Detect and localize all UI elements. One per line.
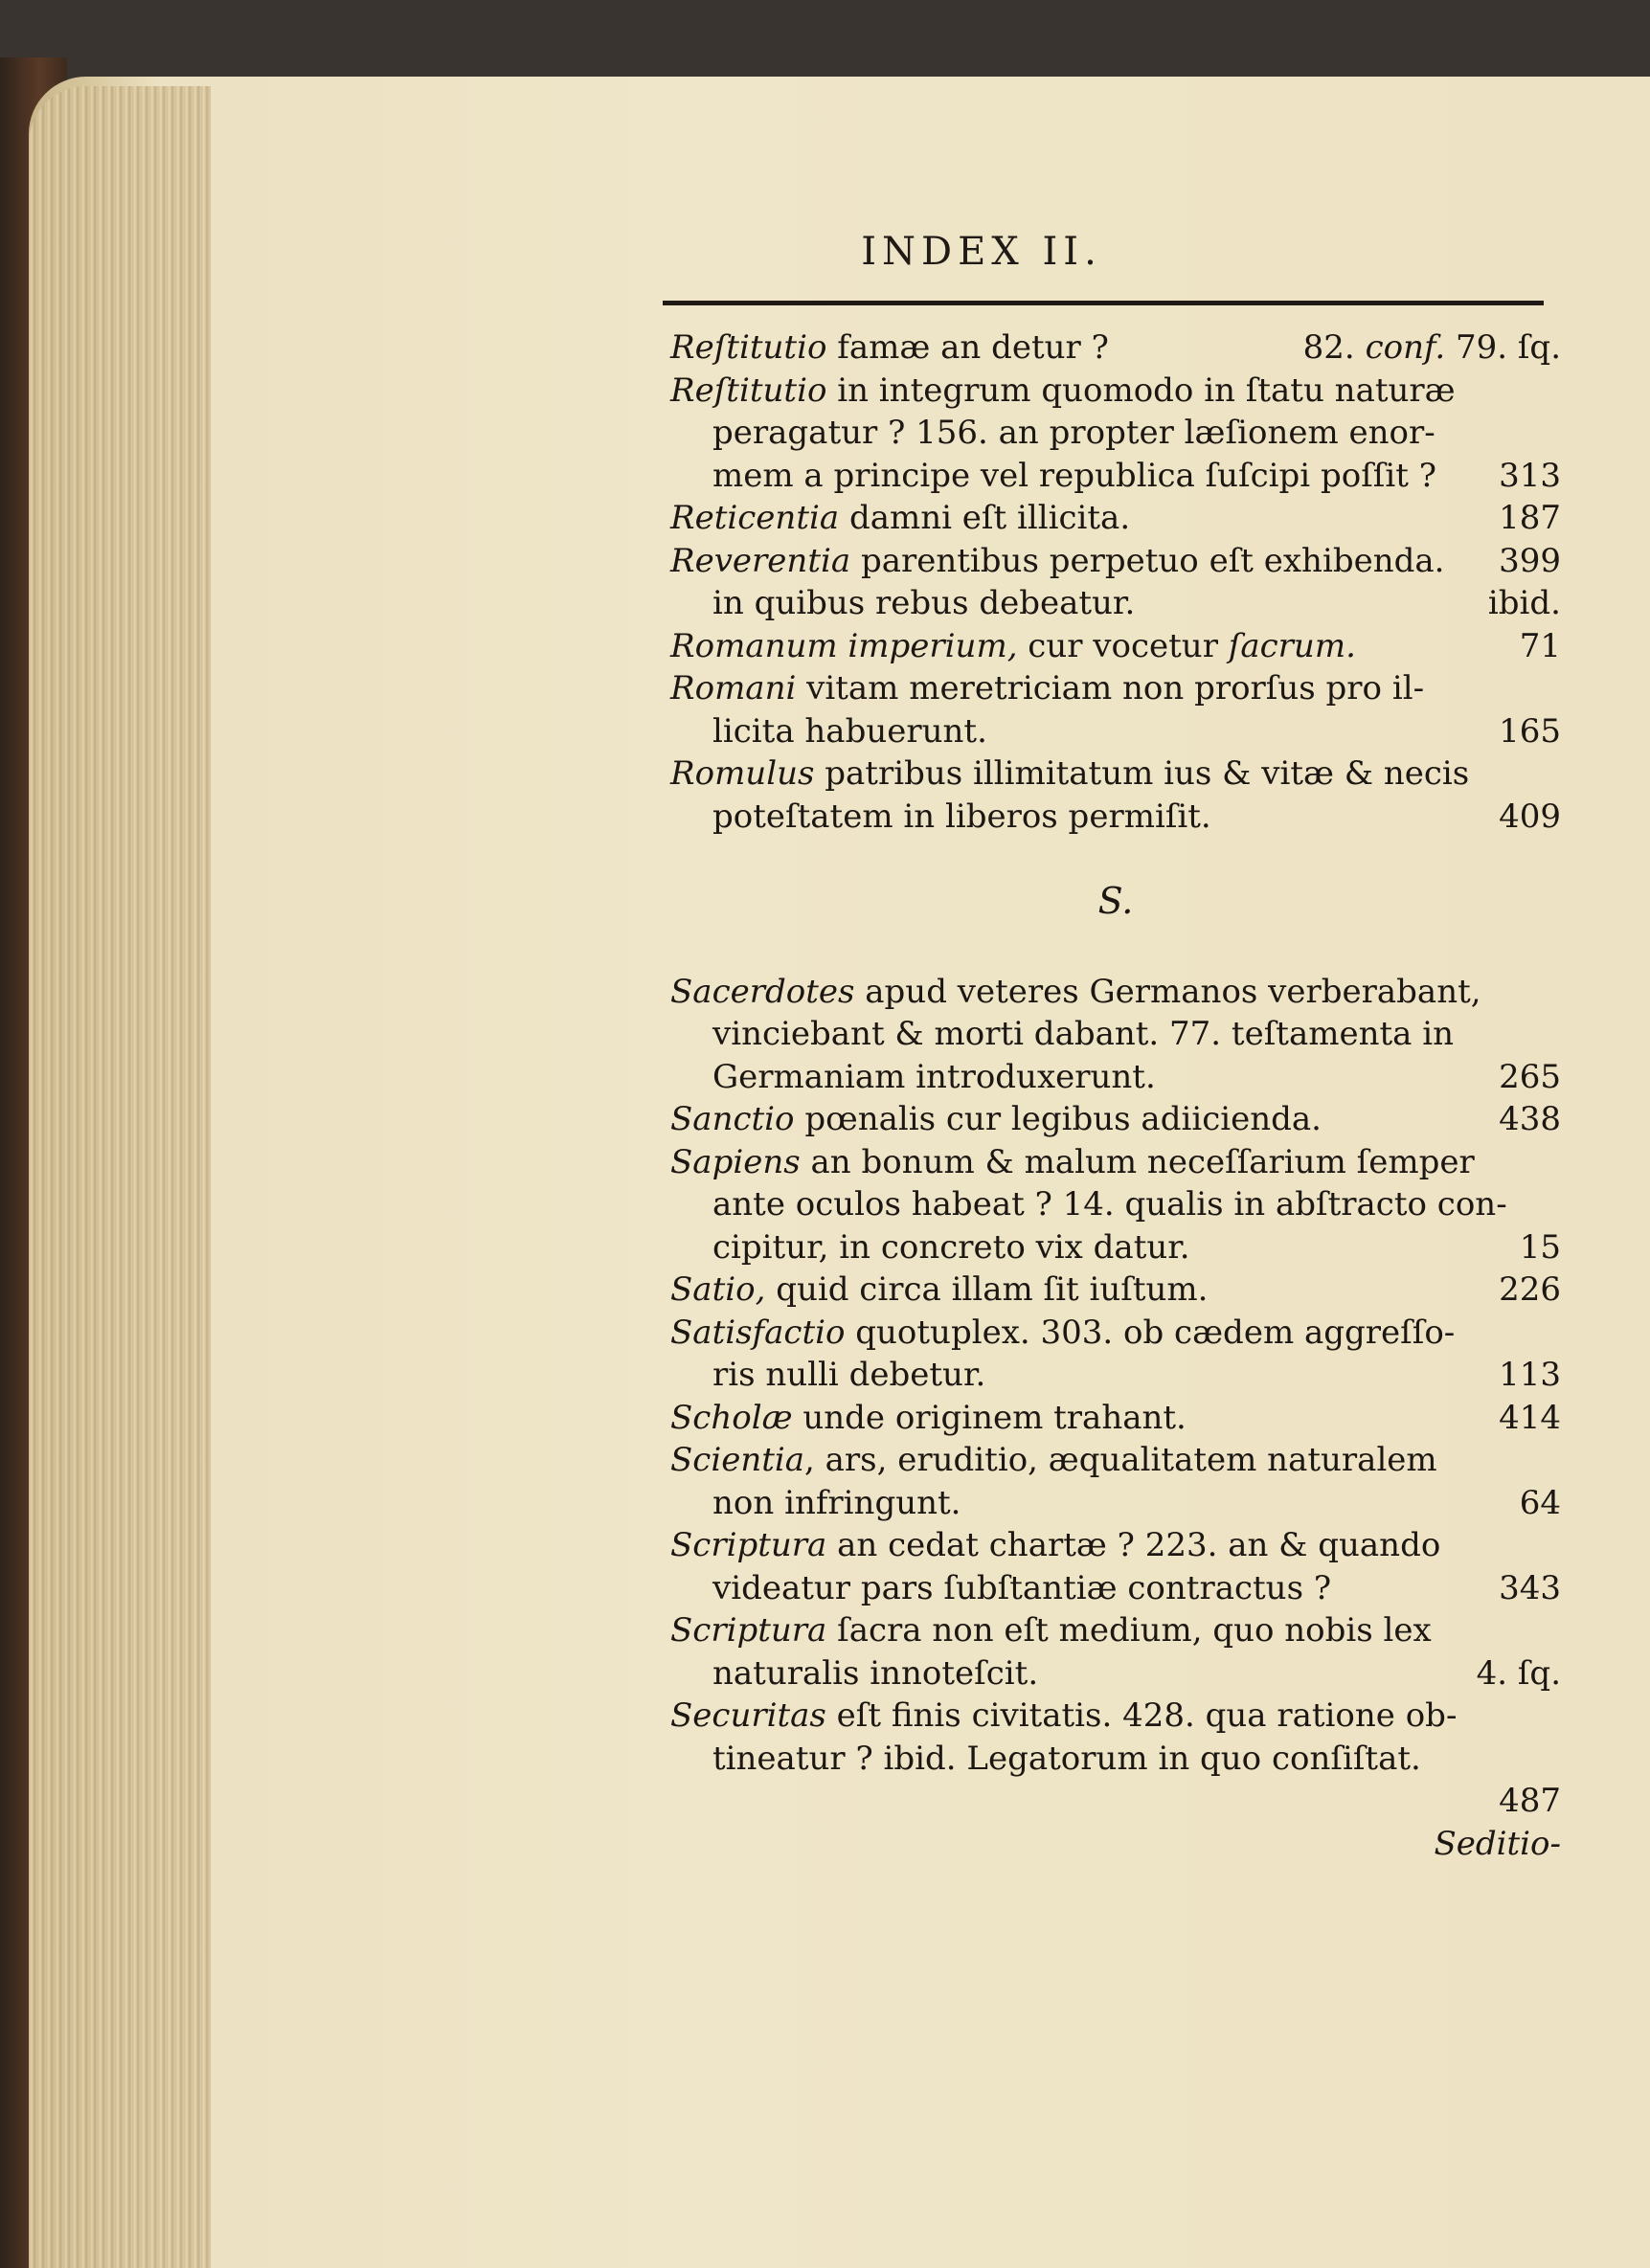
conf-ref: conf.	[1365, 328, 1446, 367]
page-stack-edge	[29, 86, 211, 2268]
index-entry	[670, 540, 1561, 625]
entry-text: eſt finis civitatis. 428. qua ratione ob-	[825, 1696, 1458, 1735]
index-entry	[670, 1609, 1561, 1695]
entry-text: pœnalis cur legibus adiicienda.	[794, 1100, 1322, 1138]
entry-term: Romulus	[670, 754, 815, 793]
page-ref: 82.	[1302, 328, 1366, 367]
entry-term: Romanum imperium,	[670, 626, 1018, 665]
entry-text: poteſtatem in liberos permiſit.	[712, 797, 1211, 836]
index-entry	[670, 1397, 1561, 1440]
page-ref: 414	[1499, 1398, 1561, 1437]
index-entry	[670, 752, 1561, 838]
entry-text: vitam meretriciam non prorſus pro il-	[796, 669, 1425, 707]
entry-text: mem a principe vel republica ſuſcipi poſſit ?	[712, 456, 1436, 495]
entry-term: Scholæ	[670, 1398, 793, 1437]
index-entry	[670, 497, 1561, 540]
page-ref: 187	[1499, 499, 1561, 537]
entry-term: Romani	[670, 669, 797, 707]
running-head: INDEX II.	[861, 230, 1102, 274]
entry-term: Securitas	[670, 1696, 826, 1735]
page-ref: 113	[1499, 1356, 1561, 1394]
entry-term: Sapiens	[670, 1142, 801, 1181]
page-ref: 15	[1519, 1227, 1561, 1267]
entry-term: Reſtitutio	[670, 371, 827, 410]
entry-term: Sanctio	[670, 1100, 795, 1138]
entry-term: ſacrum.	[1228, 626, 1356, 665]
entry-text: ris nulli debetur.	[712, 1356, 986, 1394]
entry-term: Satisfactio	[670, 1313, 846, 1352]
entry-text: cur vocetur	[1017, 626, 1229, 665]
entry-term: Reticentia	[670, 499, 840, 537]
entry-text: apud veteres Germanos verberabant,	[854, 972, 1481, 1011]
index-page	[670, 230, 1561, 2125]
entry-text: non infringunt.	[712, 1483, 961, 1522]
header-rule	[663, 301, 1544, 305]
entry-text: an cedat chartæ ? 223. an & quando	[826, 1526, 1441, 1564]
index-entry	[670, 667, 1561, 752]
entry-text: parentibus perpetuo eſt exhibenda.	[850, 541, 1445, 580]
index-entry	[670, 625, 1561, 668]
page-ref: 265	[1499, 1057, 1561, 1096]
page-ref: 409	[1499, 797, 1561, 836]
entry-text: ſacra non eſt medium, quo nobis lex	[826, 1611, 1432, 1650]
index-entry	[670, 1312, 1561, 1397]
page-ref: 71	[1519, 626, 1561, 665]
entry-term: Scientia	[670, 1441, 805, 1479]
page-ref: 4. ſq.	[1476, 1653, 1561, 1693]
entry-text: ante oculos habeat ? 14. qualis in abſtracto con-	[712, 1185, 1507, 1224]
entry-text: patribus illimitatum ius & vitæ & necis	[814, 754, 1470, 793]
page-ref: 399	[1499, 541, 1561, 580]
entry-text: vinciebant & morti dabant. 77. teſtamenta in	[712, 1015, 1454, 1053]
entry-text: in quibus rebus debeatur.	[712, 584, 1136, 622]
entry-text: videatur pars ſubſtantiæ contractus ?	[712, 1568, 1332, 1607]
entry-text: cipitur, in concreto vix datur.	[712, 1227, 1190, 1267]
entry-text: in integrum quomodo in ſtatu naturæ	[826, 371, 1456, 410]
entry-term: Scriptura	[670, 1611, 827, 1650]
entry-term: Satio,	[670, 1270, 766, 1309]
entry-term: Sacerdotes	[670, 972, 855, 1011]
entry-term: Reſtitutio	[670, 328, 827, 367]
entry-text: , ars, eruditio, æqualitatem naturalem	[804, 1441, 1437, 1479]
page-ref: 226	[1499, 1270, 1561, 1309]
index-entry	[670, 1098, 1561, 1141]
section-letter: S.	[1097, 880, 1134, 922]
entry-text: damni eſt illicita.	[839, 499, 1131, 537]
index-entry	[670, 326, 1561, 370]
entry-term: Reverentia	[670, 541, 851, 580]
entry-text: quid circa illam ſit iuſtum.	[765, 1270, 1209, 1309]
page-ref: 64	[1519, 1483, 1561, 1522]
page-ref: 165	[1499, 711, 1561, 751]
index-entry	[670, 1524, 1561, 1609]
entry-text: quotuplex. 303. ob cædem aggreſſo-	[845, 1313, 1456, 1352]
index-entry	[670, 1695, 1561, 1823]
entry-text: peragatur ? 156. an propter læſionem enor-	[712, 414, 1435, 452]
catchword: Seditio-	[1434, 1824, 1561, 1863]
page-ref: 343	[1499, 1568, 1561, 1607]
entry-text: Germaniam introduxerunt.	[712, 1057, 1156, 1096]
index-entry	[670, 370, 1561, 498]
entry-term: Scriptura	[670, 1526, 827, 1564]
page-ref: 487	[1499, 1782, 1561, 1820]
page-ref: ibid.	[1487, 584, 1561, 622]
entry-text: unde originem trahant.	[792, 1398, 1187, 1437]
index-entry	[670, 1439, 1561, 1524]
index-entry	[670, 971, 1561, 1099]
entry-text: famæ an detur ?	[826, 328, 1109, 367]
page-ref: 438	[1499, 1100, 1561, 1138]
entry-text: naturalis innoteſcit.	[712, 1653, 1039, 1693]
entry-text: tineatur ? ibid. Legatorum in quo conſiſtat.	[712, 1739, 1421, 1778]
page-ref: 79. ſq.	[1445, 328, 1561, 367]
entry-text: an bonum & malum neceſſarium ſemper	[800, 1142, 1475, 1181]
index-entry	[670, 1141, 1561, 1269]
index-entries	[670, 326, 1561, 1865]
page-ref: 313	[1499, 456, 1561, 495]
index-entry	[670, 1269, 1561, 1312]
entry-text: licita habuerunt.	[712, 711, 987, 751]
